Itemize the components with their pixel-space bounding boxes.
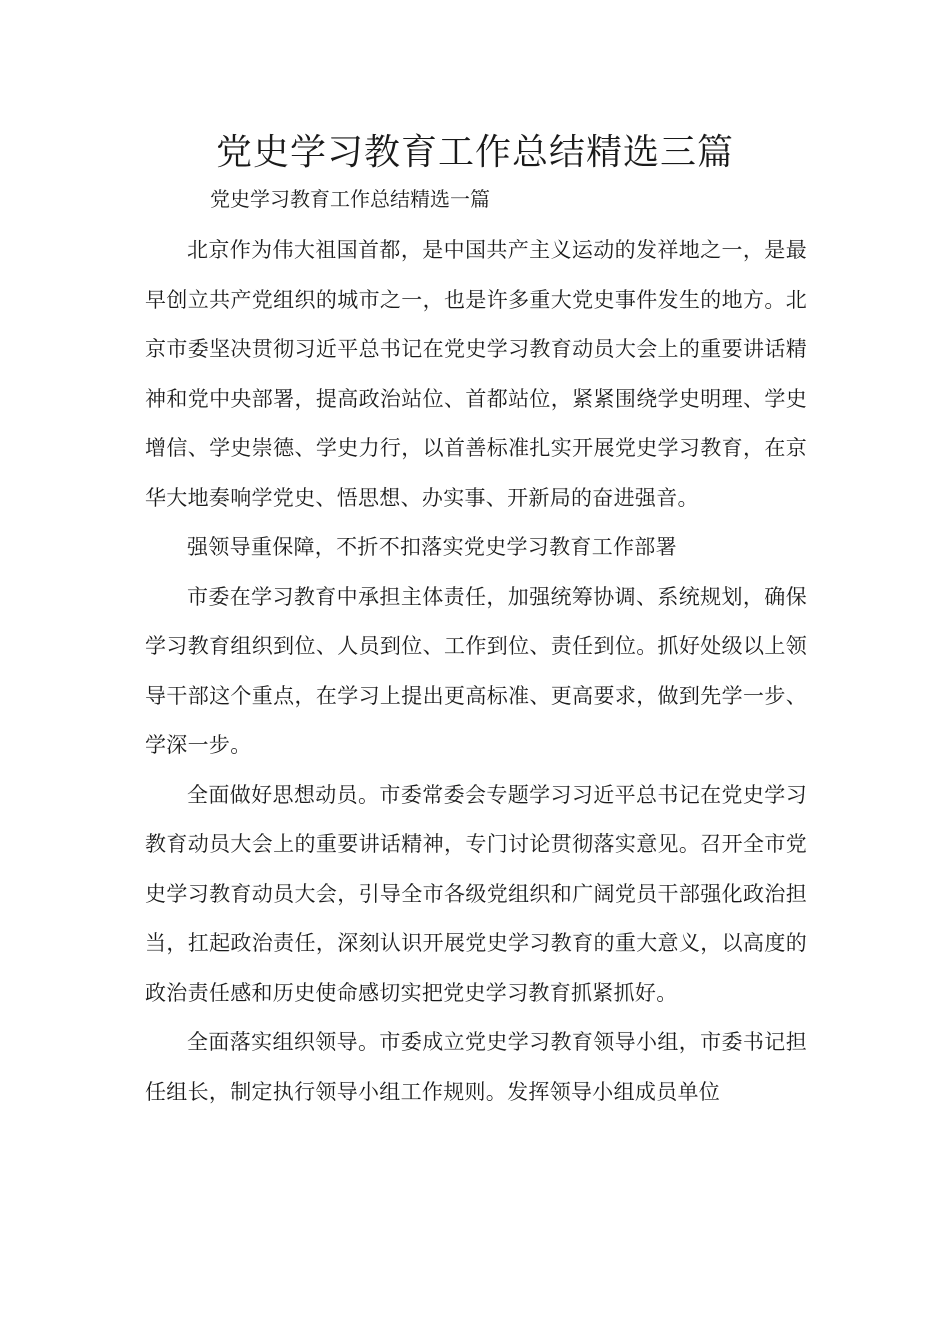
document-subtitle: 党史学习教育工作总结精选一篇: [210, 187, 490, 211]
paragraph-4: 全面做好思想动员。市委常委会专题学习习近平总书记在党史学习教育动员大会上的重要讲话精神，专门讨论贯彻落实意见。召开全市党史学习教育动员大会，引导全市各级党组织和广阔党员干部强化政治担当，扛起政治责任，深刻认识开展党史学习教育的重大意义，以高度的政治责任感和历史使命感切实把党史学习教育抓紧抓好。: [145, 782, 807, 1005]
paragraph-2-heading: 强领导重保障，不折不扣落实党史学习教育工作部署: [187, 535, 677, 559]
paragraph-1: 北京作为伟大祖国首都，是中国共产主义运动的发祥地之一，是最早创立共产党组织的城市之一，也是许多重大党史事件发生的地方。北京市委坚决贯彻习近平总书记在党史学习教育动员大会上的重要讲话精神和党中央部署，提高政治站位、首都站位，紧紧围绕学史明理、学史增信、学史崇德、学史力行，以首善标准扎实开展党史学习教育，在京华大地奏响学党史、悟思想、办实事、开新局的奋进强音。: [145, 238, 807, 510]
document-title: 党史学习教育工作总结精选三篇: [215, 132, 734, 173]
document-body: [145, 226, 807, 1117]
paragraph-3: 市委在学习教育中承担主体责任，加强统筹协调、系统规划，确保学习教育组织到位、人员到位、工作到位、责任到位。抓好处级以上领导干部这个重点，在学习上提出更高标准、更高要求，做到先学一步、学深一步。: [145, 584, 807, 757]
paragraph-5: 全面落实组织领导。市委成立党史学习教育领导小组，市委书记担任组长，制定执行领导小组工作规则。发挥领导小组成员单位: [145, 1030, 807, 1104]
